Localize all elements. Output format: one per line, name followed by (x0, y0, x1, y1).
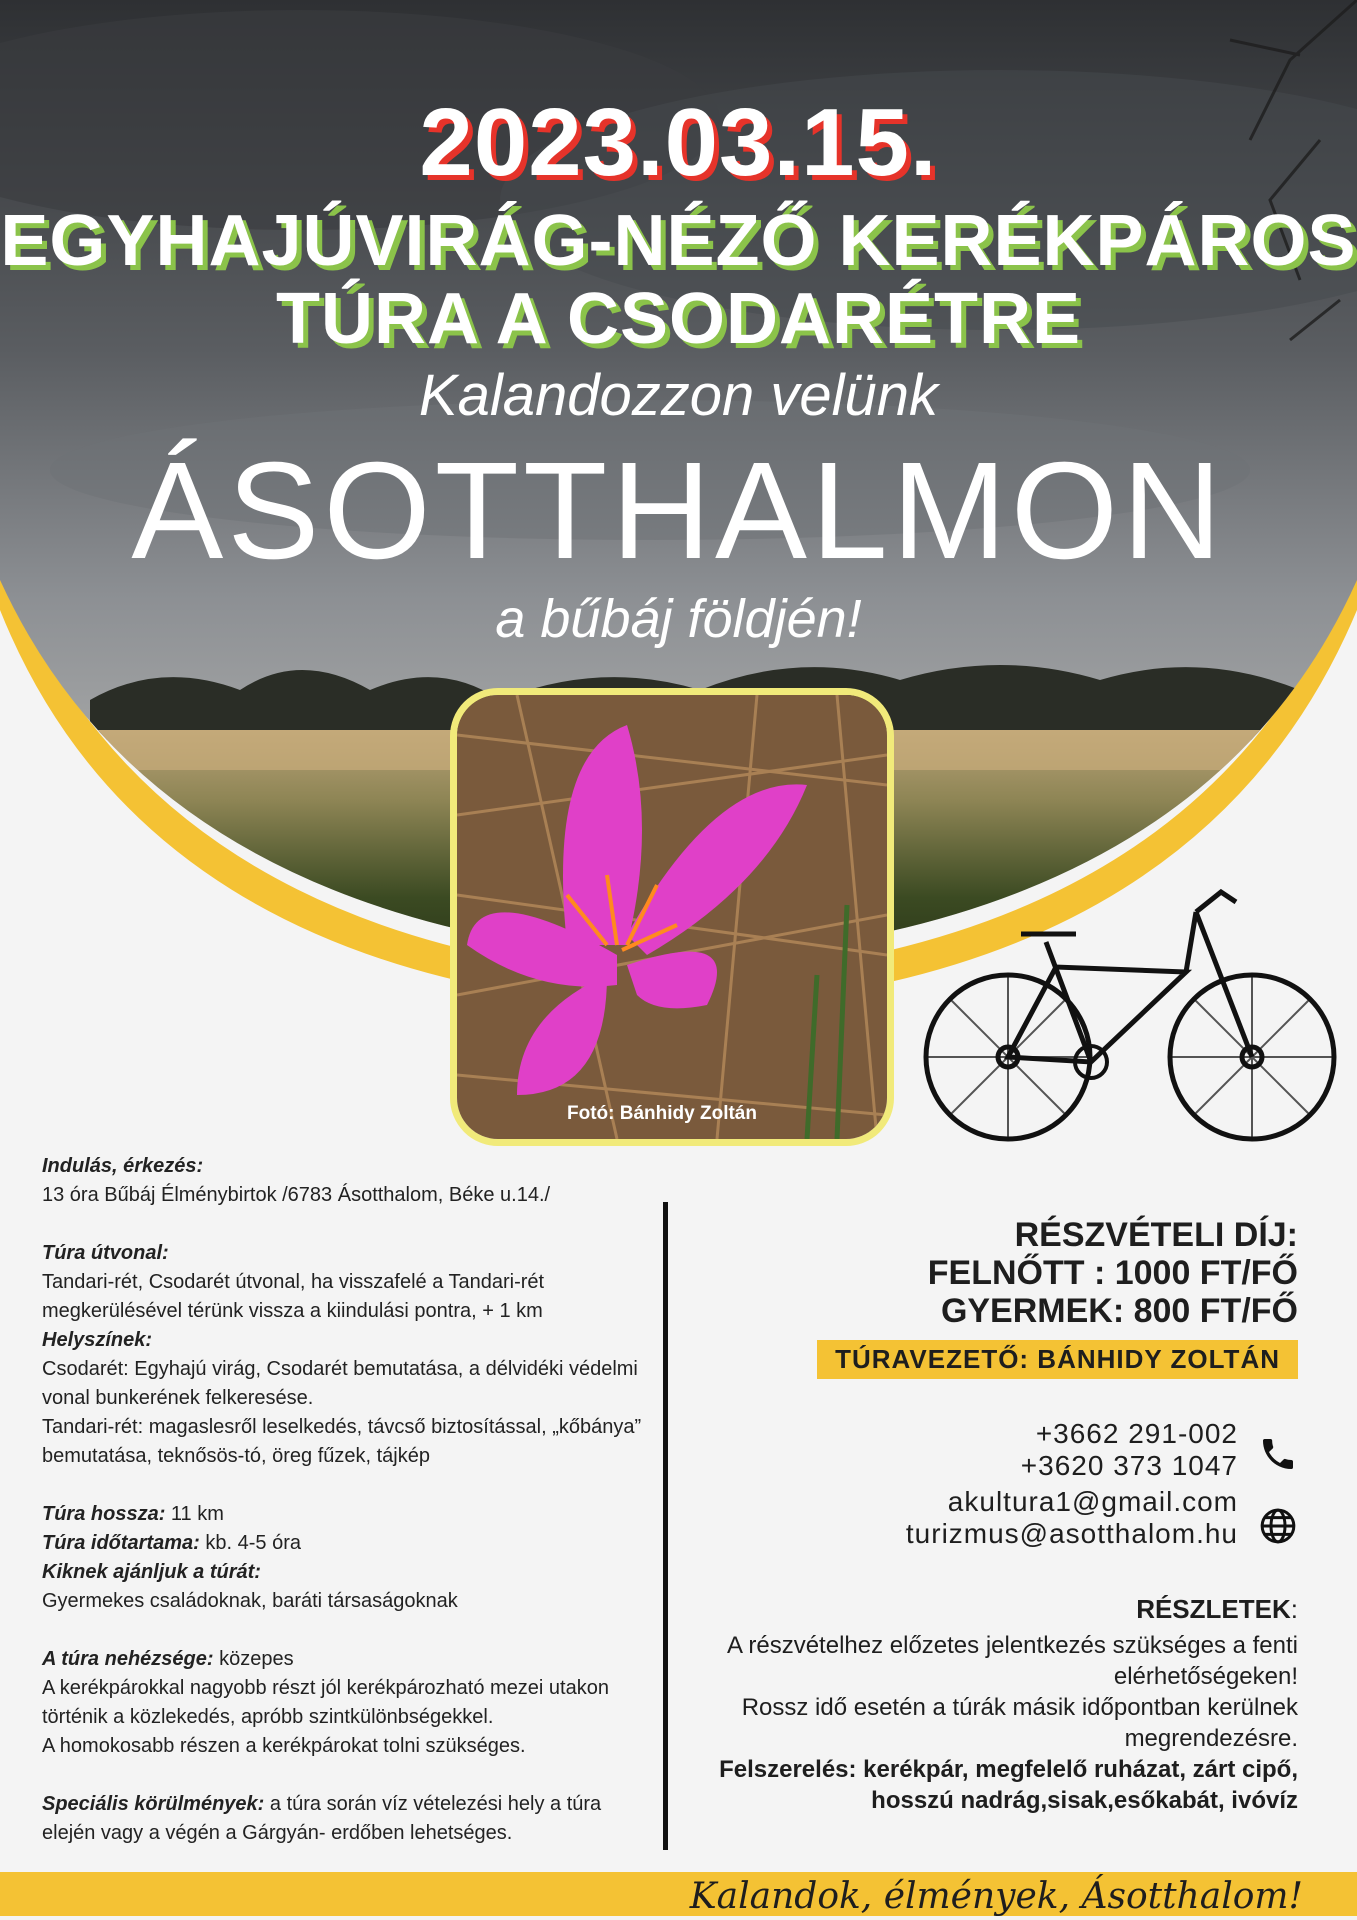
audience-value: Gyermekes családoknak, baráti társaságoknak (42, 1590, 458, 1612)
subtitle: Kalandozzon velünk (418, 363, 939, 428)
email-1[interactable]: akultura1@gmail.com (947, 1486, 1238, 1517)
fee-child: GYERMEK: 800 FT/FŐ (940, 1292, 1298, 1330)
tour-info (42, 1152, 652, 1848)
details-text (690, 1630, 1298, 1816)
bicycle-icon (916, 872, 1346, 1162)
details-line-2: Rossz idő esetén a túrák másik időpontban kerülnek megrendezésre. (741, 1694, 1298, 1752)
special-label: Speciális körülmények: (42, 1793, 265, 1815)
crocus-image (457, 695, 887, 1139)
phone-2[interactable]: +3620 373 1047 (1020, 1450, 1238, 1481)
length-value: 11 km (170, 1503, 224, 1525)
start-value: 13 óra Bűbáj Élménybirtok /6783 Ásotthalom, Béke u.14./ (42, 1184, 551, 1206)
details-title: RÉSZLETEK: (1136, 1594, 1298, 1624)
flower-photo (450, 688, 894, 1146)
footer-motto: Kalandok, élmények, Ásotthalom! (689, 1876, 1303, 1917)
title-line-2: TÚRA A CSODARÉTRE (276, 279, 1081, 359)
fees-and-contact (690, 1216, 1298, 1814)
details-line-1: A részvételhez előzetes jelentkezés szükséges a fenti elérhetőségeken! (727, 1632, 1298, 1690)
places-2: Tandari-rét: magaslesről leselkedés, távcső biztosítással, „kőbánya” bemutatása, teknősös-tó, öreg fűzek, tájkép (42, 1416, 642, 1467)
tagline: a bűbáj földjén! (495, 589, 862, 649)
globe-icon (1258, 1506, 1298, 1546)
difficulty-desc-2: A homokosabb részen a kerékpárokat tolni szükséges. (42, 1735, 526, 1757)
guide-badge: TÚRAVEZETŐ: BÁNHIDY ZOLTÁN (817, 1340, 1298, 1379)
difficulty-value: közepes (219, 1648, 294, 1670)
equipment-list: Felszerelés: kerékpár, megfelelő ruházat, zárt cipő, hosszú nadrág,sisak,esőkabát, ivóvíz (719, 1756, 1298, 1814)
length-label: Túra hossza: (42, 1503, 166, 1525)
duration-label: Túra időtartama: (42, 1532, 200, 1554)
places-label: Helyszínek: (42, 1329, 153, 1351)
start-label: Indulás, érkezés: (42, 1155, 204, 1177)
duration-value: kb. 4-5 óra (205, 1532, 301, 1554)
phone-numbers (1021, 1418, 1238, 1482)
difficulty-desc-1: A kerékpárokkal nagyobb részt jól kerékpározható mezei utakon történik a közlekedés, apróbb szintkülönbségekkel. (42, 1677, 609, 1728)
route-value: Tandari-rét, Csodarét útvonal, ha visszafelé a Tandari-rét megkerülésével térünk vissza a kiindulási pontra, + 1 km (42, 1271, 545, 1322)
event-date: 2023.03.15. (419, 89, 938, 196)
special-value: a túra során víz vételezési hely a túra elején vagy a végén a Gárgyán- erdőben lehetséges. (42, 1793, 602, 1844)
phone-1[interactable]: +3662 291-002 (1035, 1418, 1238, 1449)
column-divider (663, 1202, 668, 1850)
places-1: Csodarét: Egyhajú virág, Csodarét bemutatása, a délvidéki védelmi vonal bunkerének felkeresése. (42, 1358, 638, 1409)
town-name: ÁSOTTHALMON (131, 434, 1226, 588)
photo-credit: Fotó: Bánhidy Zoltán (567, 1103, 757, 1124)
title-line-1: EGYHAJÚVIRÁG-NÉZŐ KERÉKPÁROS (0, 201, 1357, 281)
email-2[interactable]: turizmus@asotthalom.hu (905, 1518, 1238, 1549)
fee-adult: FELNŐTT : 1000 FT/FŐ (927, 1254, 1298, 1292)
route-label: Túra útvonal: (42, 1242, 169, 1264)
phone-icon (1258, 1434, 1298, 1474)
audience-label: Kiknek ajánljuk a túrát: (42, 1561, 261, 1583)
fee-title: RÉSZVÉTELI DÍJ: (1014, 1216, 1298, 1254)
email-addresses (906, 1486, 1238, 1550)
difficulty-label: A túra nehézsége: (42, 1648, 214, 1670)
